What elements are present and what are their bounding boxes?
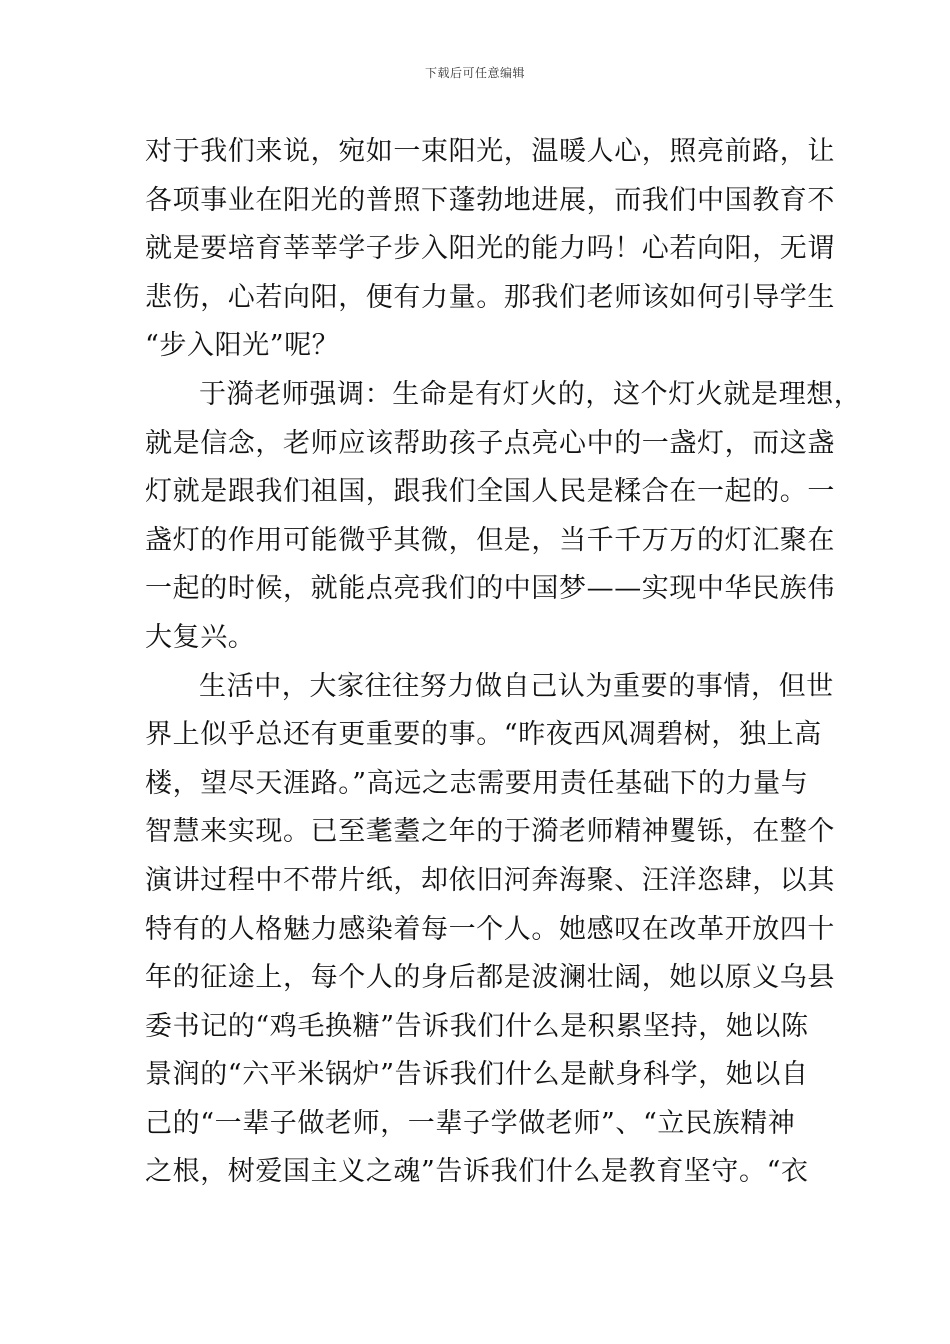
body-text (145, 128, 862, 1197)
text-line: 于漪老师强调：生命是有灯火的，这个灯火就是理想， (199, 378, 862, 410)
text-line: 对于我们来说，宛如一束阳光，温暖人心，照亮前路，让 (145, 136, 835, 167)
text-line: 界上似乎总还有更重要的事。“昨夜西风凋碧树，独上高 (145, 719, 822, 751)
text-line: 智慧来实现。已至耄耋之年的于漪老师精神矍铄，在整个 (145, 816, 835, 848)
text-line: 年的征途上，每个人的身后都是波澜壮阔，她以原义乌县 (145, 962, 835, 994)
text-line: 盏灯的作用可能微乎其微，但是，当千千万万的灯汇聚在 (145, 524, 835, 556)
text-line: 就是要培育莘莘学子步入阳光的能力吗！心若向阳，无谓 (145, 233, 835, 265)
text-line: 就是信念，老师应该帮助孩子点亮心中的一盏灯，而这盏 (145, 427, 835, 459)
text-line: 己的“一辈子做老师，一辈子学做老师”、“立民族精神 (145, 1107, 796, 1139)
text-line: 特有的人格魅力感染着每一个人。她感叹在改革开放四十 (145, 913, 835, 945)
paragraph-1 (145, 128, 835, 371)
page-header-note: 下载后可任意编辑 (424, 66, 525, 80)
text-line: “步入阳光”呢？ (145, 330, 340, 362)
text-line: 委书记的“鸡毛换糖”告诉我们什么是积累坚持，她以陈 (145, 1010, 809, 1042)
text-line: 之根，树爱国主义之魂”告诉我们什么是教育坚守。“衣 (145, 1156, 809, 1188)
text-line: 生活中，大家往往努力做自己认为重要的事情，但世 (199, 670, 834, 702)
paragraph-2 (145, 371, 862, 663)
text-line: 悲伤，心若向阳，便有力量。那我们老师该如何引导学生 (145, 281, 835, 313)
text-line: 灯就是跟我们祖国，跟我们全国人民是糅合在一起的。一 (145, 476, 835, 508)
text-line: 各项事业在阳光的普照下蓬勃地进展，而我们中国教育不 (145, 184, 835, 216)
paragraph-3 (145, 663, 835, 1198)
text-line: 大复兴。 (145, 621, 256, 653)
text-line: 一起的时候，就能点亮我们的中国梦——实现中华民族伟 (145, 573, 835, 605)
text-line: 演讲过程中不带片纸，却依旧河奔海聚、汪洋恣肆，以其 (145, 864, 835, 896)
text-line: 景润的“六平米锅炉”告诉我们什么是献身科学，她以自 (145, 1059, 809, 1091)
text-line: 楼，望尽天涯路。”高远之志需要用责任基础下的力量与 (145, 767, 809, 799)
